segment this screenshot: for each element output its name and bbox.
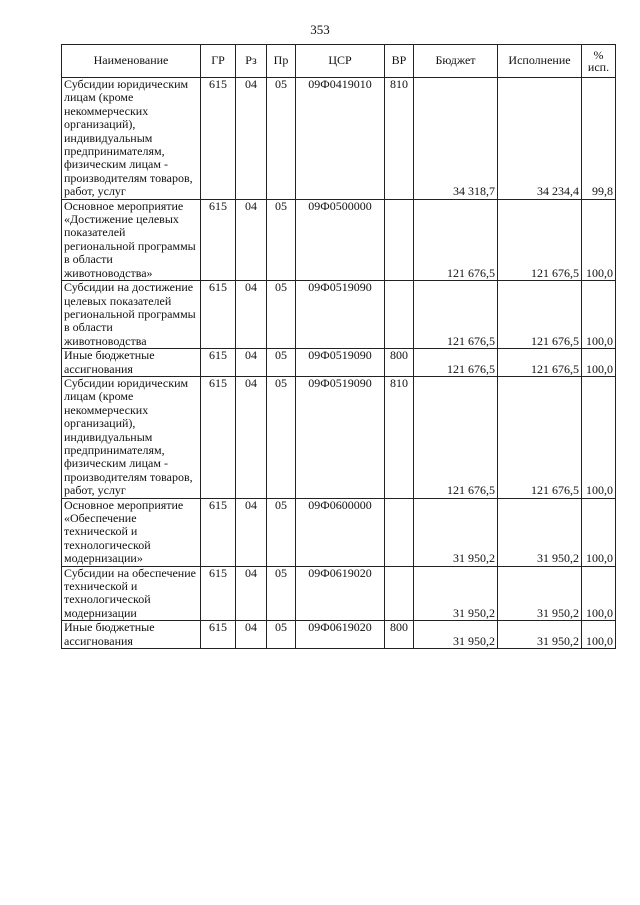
cell-percent: 99,8 (582, 78, 616, 200)
cell-pr: 05 (267, 621, 296, 649)
cell-name: Иные бюджетные ассигнования (62, 349, 201, 377)
cell-vr (385, 281, 414, 349)
cell-vr: 800 (385, 621, 414, 649)
cell-rz: 04 (236, 566, 267, 621)
table-row (62, 376, 616, 498)
page-number: 353 (310, 22, 330, 37)
cell-name: Иные бюджетные ассигнования (62, 621, 201, 649)
cell-csr: 09Ф0419010 (296, 78, 385, 200)
cell-vr (385, 199, 414, 280)
cell-percent: 100,0 (582, 498, 616, 566)
cell-percent: 100,0 (582, 281, 616, 349)
cell-name: Субсидии на обеспечение технической и технологической модернизации (62, 566, 201, 621)
cell-rz: 04 (236, 349, 267, 377)
cell-pr: 05 (267, 78, 296, 200)
cell-rz: 04 (236, 498, 267, 566)
cell-percent: 100,0 (582, 199, 616, 280)
cell-execution: 34 234,4 (498, 78, 582, 200)
cell-pr: 05 (267, 376, 296, 498)
cell-execution: 121 676,5 (498, 281, 582, 349)
cell-execution: 121 676,5 (498, 376, 582, 498)
cell-pr: 05 (267, 566, 296, 621)
cell-gr: 615 (201, 78, 236, 200)
cell-csr: 09Ф0500000 (296, 199, 385, 280)
cell-rz: 04 (236, 281, 267, 349)
cell-budget: 121 676,5 (414, 199, 498, 280)
cell-execution: 121 676,5 (498, 199, 582, 280)
cell-csr: 09Ф0519090 (296, 376, 385, 498)
header-pr: Пр (267, 45, 296, 78)
cell-name: Субсидии юридическим лицам (кроме некоммерческих организаций), индивидуальным предпринимателям, физическим лицам - производителям товаров, работ, услуг (62, 78, 201, 200)
cell-csr: 09Ф0619020 (296, 621, 385, 649)
cell-budget: 31 950,2 (414, 566, 498, 621)
cell-csr: 09Ф0619020 (296, 566, 385, 621)
cell-rz: 04 (236, 199, 267, 280)
cell-gr: 615 (201, 349, 236, 377)
cell-execution: 31 950,2 (498, 498, 582, 566)
cell-rz: 04 (236, 376, 267, 498)
cell-budget: 31 950,2 (414, 498, 498, 566)
table-row (62, 281, 616, 349)
cell-percent: 100,0 (582, 349, 616, 377)
table-row (62, 199, 616, 280)
cell-gr: 615 (201, 376, 236, 498)
table-row (62, 566, 616, 621)
header-csr: ЦСР (296, 45, 385, 78)
cell-gr: 615 (201, 621, 236, 649)
cell-budget: 34 318,7 (414, 78, 498, 200)
cell-pr: 05 (267, 281, 296, 349)
table-row (62, 78, 616, 200)
cell-gr: 615 (201, 199, 236, 280)
cell-name: Субсидии юридическим лицам (кроме некоммерческих организаций), индивидуальным предпринимателям, физическим лицам - производителям товаров, работ, услуг (62, 376, 201, 498)
header-execution: Исполнение (498, 45, 582, 78)
cell-vr (385, 566, 414, 621)
cell-percent: 100,0 (582, 376, 616, 498)
cell-name: Основное мероприятие «Обеспечение технической и технологической модернизации» (62, 498, 201, 566)
header-percent-symbol: % (593, 48, 604, 62)
cell-execution: 31 950,2 (498, 566, 582, 621)
table-row (62, 621, 616, 649)
header-rz: Рз (236, 45, 267, 78)
cell-name: Субсидии на достижение целевых показателей региональной программы в области животноводства (62, 281, 201, 349)
header-budget: Бюджет (414, 45, 498, 78)
cell-gr: 615 (201, 281, 236, 349)
cell-budget: 121 676,5 (414, 376, 498, 498)
cell-csr: 09Ф0519090 (296, 281, 385, 349)
table-row (62, 498, 616, 566)
header-gr: ГР (201, 45, 236, 78)
cell-vr: 800 (385, 349, 414, 377)
cell-pr: 05 (267, 349, 296, 377)
header-name: Наименование (62, 45, 201, 78)
cell-csr: 09Ф0600000 (296, 498, 385, 566)
cell-gr: 615 (201, 498, 236, 566)
header-percent-label: исп. (587, 60, 610, 74)
cell-budget: 31 950,2 (414, 621, 498, 649)
cell-percent: 100,0 (582, 621, 616, 649)
cell-rz: 04 (236, 621, 267, 649)
header-vr: ВР (385, 45, 414, 78)
table-row (62, 349, 616, 377)
cell-budget: 121 676,5 (414, 281, 498, 349)
header-percent (582, 45, 616, 78)
cell-rz: 04 (236, 78, 267, 200)
cell-vr: 810 (385, 78, 414, 200)
budget-table (61, 44, 616, 649)
cell-pr: 05 (267, 498, 296, 566)
cell-name: Основное мероприятие «Достижение целевых показателей региональной программы в области животноводства» (62, 199, 201, 280)
cell-pr: 05 (267, 199, 296, 280)
cell-execution: 31 950,2 (498, 621, 582, 649)
cell-budget: 121 676,5 (414, 349, 498, 377)
cell-percent: 100,0 (582, 566, 616, 621)
cell-csr: 09Ф0519090 (296, 349, 385, 377)
cell-vr: 810 (385, 376, 414, 498)
cell-vr (385, 498, 414, 566)
cell-execution: 121 676,5 (498, 349, 582, 377)
table-header-row (62, 45, 616, 78)
cell-gr: 615 (201, 566, 236, 621)
